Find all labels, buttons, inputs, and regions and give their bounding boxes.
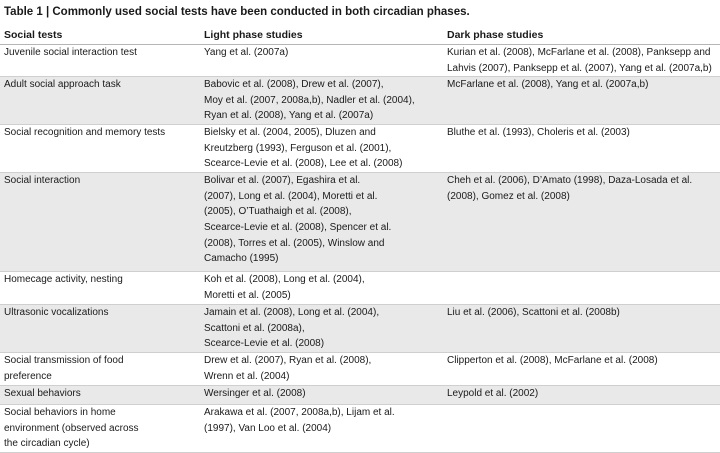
- cell-line: Yang et al. (2007a): [204, 47, 289, 58]
- cell-test: [0, 77, 200, 125]
- cell-line: Bolivar et al. (2007), Egashira et al.: [204, 175, 361, 187]
- table-row: [0, 353, 720, 386]
- cell-test: [0, 386, 200, 405]
- cell-dark: [443, 272, 720, 305]
- cell-line: Bluthe et al. (1993), Choleris et al. (2003): [447, 127, 630, 139]
- table-row: [0, 173, 720, 272]
- cell-line: preference: [4, 370, 52, 382]
- cell-line: Drew et al. (2007), Ryan et al. (2008),: [204, 355, 372, 367]
- cell-line: Wersinger et al. (2008): [204, 388, 306, 400]
- cell-test: [0, 353, 200, 386]
- cell-line: Kreutzberg (1993), Ferguson et al. (2001),: [204, 142, 392, 154]
- table-header-row: [0, 28, 720, 45]
- table-row: [0, 77, 720, 125]
- cell-line: Moretti et al. (2005): [204, 289, 291, 301]
- cell-line: Sexual behaviors: [4, 388, 81, 400]
- cell-line: (2008), Gomez et al. (2008): [447, 190, 570, 202]
- cell-line: (2007), Long et al. (2004), Moretti et al.: [204, 190, 378, 202]
- cell-light: [200, 272, 443, 305]
- cell-line: Jamain et al. (2008), Long et al. (2004),: [204, 307, 380, 319]
- cell-test: [0, 45, 200, 77]
- cell-dark: [443, 386, 720, 405]
- cell-line: Scattoni et al. (2008a),: [204, 322, 305, 334]
- cell-light: [200, 45, 443, 77]
- header-dark-phase: Dark phase studies: [443, 28, 720, 45]
- cell-line: Wrenn et al. (2004): [204, 370, 290, 382]
- cell-line: Social recognition and memory tests: [4, 127, 166, 139]
- cell-line: Ultrasonic vocalizations: [4, 307, 109, 319]
- cell-line: Bielsky et al. (2004, 2005), Dluzen and: [204, 127, 376, 139]
- cell-line: the circadian cycle): [4, 438, 90, 450]
- cell-dark: [443, 173, 720, 272]
- studies-table: [0, 28, 720, 453]
- cell-line: McFarlane et al. (2008), Yang et al. (2007a,b): [447, 79, 649, 91]
- cell-line: Ryan et al. (2008), Yang et al. (2007a): [204, 110, 374, 122]
- cell-line: Kurian et al. (2008), McFarlane et al. (2008), Panksepp and: [447, 47, 711, 58]
- cell-line: Social behaviors in home: [4, 407, 116, 419]
- cell-line: environment (observed across: [4, 422, 139, 434]
- cell-dark: [443, 405, 720, 453]
- cell-test: [0, 305, 200, 353]
- cell-line: Social interaction: [4, 175, 81, 187]
- table-caption: Table 1 | Commonly used social tests have been conducted in both circadian phases.: [4, 6, 470, 18]
- cell-line: (1997), Van Loo et al. (2004): [204, 422, 332, 434]
- cell-line: Koh et al. (2008), Long et al. (2004),: [204, 274, 365, 286]
- cell-line: Scearce-Levie et al. (2008), Lee et al. (2008): [204, 158, 403, 170]
- cell-line: Clipperton et al. (2008), McFarlane et al. (2008): [447, 355, 658, 367]
- cell-dark: [443, 353, 720, 386]
- table-row: [0, 125, 720, 173]
- cell-line: Homecage activity, nesting: [4, 274, 123, 286]
- cell-line: (2005), O’Tuathaigh et al. (2008),: [204, 206, 352, 218]
- table-row: [0, 405, 720, 453]
- cell-line: Cheh et al. (2006), D’Amato (1998), Daza-Losada et al.: [447, 175, 693, 187]
- cell-line: Adult social approach task: [4, 79, 121, 91]
- cell-light: [200, 77, 443, 125]
- table-row: [0, 386, 720, 405]
- table-row: [0, 45, 720, 77]
- header-social-tests: Social tests: [0, 28, 200, 45]
- cell-line: Scearce-Levie et al. (2008): [204, 338, 325, 350]
- header-light-phase: Light phase studies: [200, 28, 443, 45]
- cell-dark: [443, 305, 720, 353]
- cell-light: [200, 125, 443, 173]
- cell-line: Social transmission of food: [4, 355, 124, 367]
- cell-dark: [443, 125, 720, 173]
- cell-line: Moy et al. (2007, 2008a,b), Nadler et al. (2004),: [204, 94, 415, 106]
- table-body: [0, 45, 720, 453]
- table-row: [0, 272, 720, 305]
- cell-light: [200, 353, 443, 386]
- cell-line: (2008), Torres et al. (2005), Winslow and: [204, 237, 385, 249]
- cell-line: Scearce-Levie et al. (2008), Spencer et al.: [204, 221, 392, 233]
- cell-light: [200, 173, 443, 272]
- cell-test: [0, 125, 200, 173]
- cell-light: [200, 405, 443, 453]
- cell-test: [0, 405, 200, 453]
- cell-light: [200, 386, 443, 405]
- cell-line: Babovic et al. (2008), Drew et al. (2007),: [204, 79, 384, 91]
- cell-light: [200, 305, 443, 353]
- cell-dark: [443, 45, 720, 77]
- cell-line: Camacho (1995): [204, 253, 279, 265]
- cell-line: Juvenile social interaction test: [4, 47, 137, 58]
- cell-line: Liu et al. (2006), Scattoni et al. (2008b): [447, 307, 620, 319]
- cell-test: [0, 173, 200, 272]
- cell-test: [0, 272, 200, 305]
- cell-line: Leypold et al. (2002): [447, 388, 539, 400]
- cell-line: Arakawa et al. (2007, 2008a,b), Lijam et al.: [204, 407, 395, 419]
- cell-line: Lahvis (2007), Panksepp et al. (2007), Yang et al. (2007a,b): [447, 62, 712, 74]
- table-row: [0, 305, 720, 353]
- cell-dark: [443, 77, 720, 125]
